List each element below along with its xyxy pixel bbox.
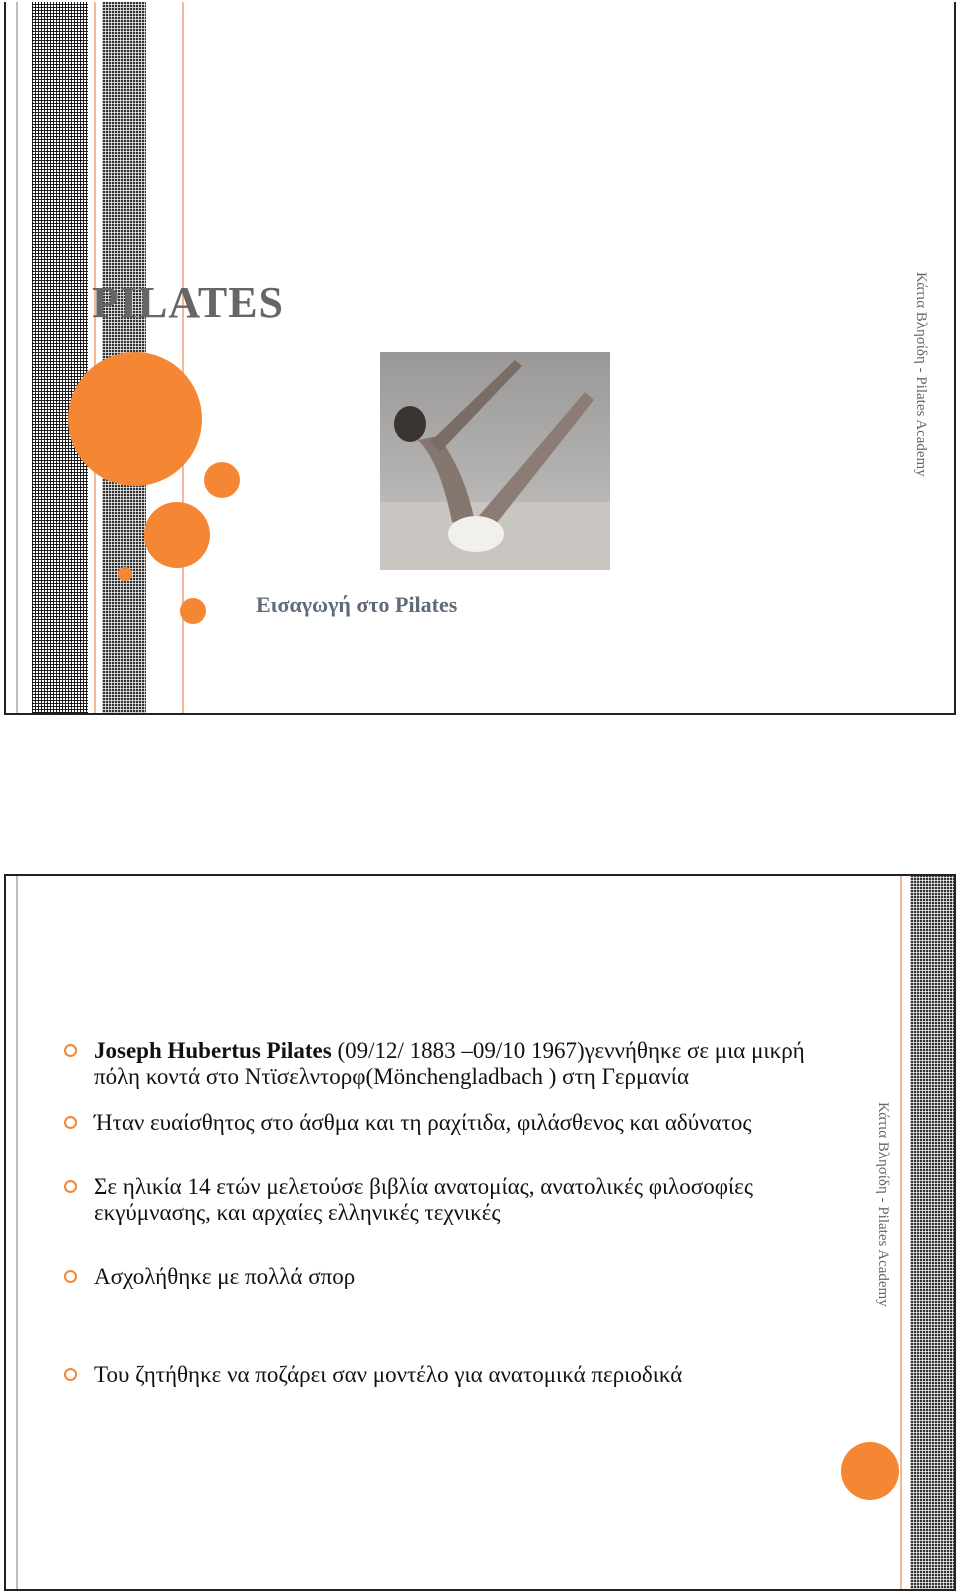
decor-pattern-strip xyxy=(910,876,954,1589)
decor-line xyxy=(16,876,18,1589)
bullet-text: Του ζητήθηκε να ποζάρει σαν μοντέλο για ανατομικά περιοδικά xyxy=(94,1362,683,1387)
slide-subtitle: Εισαγωγή στο Pilates xyxy=(256,592,458,617)
decor-pattern-strip xyxy=(32,2,88,713)
bullet-icon xyxy=(64,1368,77,1381)
decor-circle xyxy=(68,352,202,486)
list-item xyxy=(64,1264,844,1290)
list-item xyxy=(64,1174,844,1226)
content-slide xyxy=(4,874,956,1591)
slide-footer: Κάτια Βλησίδη - Pilates Academy xyxy=(913,272,929,477)
decor-line xyxy=(900,876,902,1589)
bullet-icon xyxy=(64,1270,77,1283)
bullet-text: Ήταν ευαίσθητος στο άσθμα και τη ραχίτιδα, φιλάσθενος και αδύνατος xyxy=(94,1110,752,1135)
bullet-icon xyxy=(64,1116,77,1129)
pilates-exercise-photo xyxy=(380,352,610,570)
slide-footer: Κάτια Βλησίδη - Pilates Academy xyxy=(875,1102,891,1307)
decor-line xyxy=(16,2,18,713)
decor-circle xyxy=(204,462,240,498)
list-item xyxy=(64,1362,844,1388)
bullet-text: Ασχολήθηκε με πολλά σπορ xyxy=(94,1264,356,1289)
title-slide xyxy=(4,2,956,715)
bullet-bold: Joseph Hubertus Pilates xyxy=(94,1038,332,1063)
decor-circle xyxy=(144,502,210,568)
decor-circle xyxy=(841,1442,899,1500)
slide-title: PILATES xyxy=(92,278,285,327)
bullet-icon xyxy=(64,1180,77,1193)
bullet-list xyxy=(64,1038,844,1388)
bullet-text: (09/12/ 1883 –09/10 1967)γεννήθηκε σε μια μικρή πόλη κοντά στο Ντϊσελντορφ(Mönchengladbach ) στη Γερμανία xyxy=(94,1038,805,1089)
bullet-text: Σε ηλικία 14 ετών μελετούσε βιβλία ανατομίας, ανατολικές φιλοσοφίες εκγύμνασης, και αρχαίες ελληνικές τεχνικές xyxy=(94,1174,753,1225)
decor-circle xyxy=(118,567,132,581)
list-item xyxy=(64,1110,844,1136)
decor-circle xyxy=(180,598,206,624)
list-item xyxy=(64,1038,844,1090)
bullet-icon xyxy=(64,1044,77,1057)
pilates-figure-image xyxy=(380,352,610,570)
decor-line xyxy=(94,2,96,713)
